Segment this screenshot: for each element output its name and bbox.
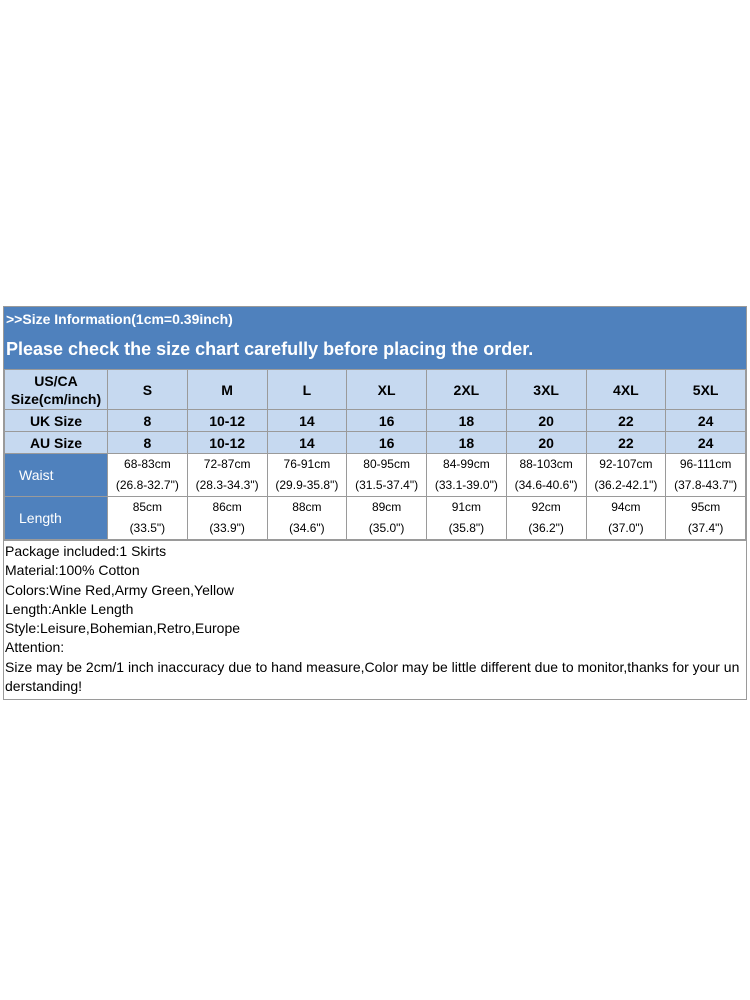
waist-inch: (28.3-34.3")	[195, 478, 259, 492]
length-row	[5, 497, 746, 540]
au-size-cell: 22	[586, 432, 666, 454]
length-cm: 86cm	[212, 500, 242, 514]
uk-size-cell: 20	[506, 410, 586, 432]
length-label: Length	[5, 497, 108, 540]
length-cm: 92cm	[531, 500, 561, 514]
length-inch: (35.0")	[368, 521, 405, 535]
waist-inch: (37.8-43.7")	[674, 478, 738, 492]
waist-cell	[347, 454, 427, 497]
waist-inch: (33.1-39.0")	[434, 478, 498, 492]
attention-line: Attention:	[5, 639, 65, 656]
colors-line: Colors:Wine Red,Army Green,Yellow	[5, 581, 235, 598]
waist-inch: (36.2-42.1")	[594, 478, 658, 492]
waist-cell	[187, 454, 267, 497]
waist-inch: (34.6-40.6")	[514, 478, 578, 492]
waist-cm: 84-99cm	[443, 457, 490, 471]
au-size-cell: 10-12	[187, 432, 267, 454]
au-size-label: AU Size	[5, 432, 108, 454]
uk-size-cell: 14	[267, 410, 347, 432]
size-header: 4XL	[586, 370, 666, 410]
length-cm: 88cm	[292, 500, 322, 514]
uk-size-cell: 24	[666, 410, 746, 432]
us-size-label	[5, 370, 108, 410]
length-inch: (33.5")	[129, 521, 166, 535]
uk-size-cell: 22	[586, 410, 666, 432]
waist-cm: 92-107cm	[599, 457, 653, 471]
size-header: M	[187, 370, 267, 410]
us-label-line2: Size(cm/inch)	[10, 390, 102, 407]
package-line: Package included:1 Skirts	[5, 543, 167, 559]
waist-cell	[666, 454, 746, 497]
au-size-row	[5, 432, 746, 454]
length-inch: (36.2")	[528, 521, 564, 535]
size-header: 5XL	[666, 370, 746, 410]
au-size-cell: 24	[666, 432, 746, 454]
uk-size-cell: 16	[347, 410, 427, 432]
product-info	[4, 540, 746, 699]
length-cm: 89cm	[371, 500, 402, 514]
length-cm: 85cm	[132, 500, 163, 514]
au-size-cell: 16	[347, 432, 427, 454]
length-cell	[666, 497, 746, 540]
waist-cm: 76-91cm	[283, 457, 331, 471]
size-info-banner	[4, 307, 746, 369]
length-cell	[347, 497, 427, 540]
au-size-cell: 14	[267, 432, 347, 454]
size-header: 3XL	[506, 370, 586, 410]
length-inch: (35.8")	[448, 521, 485, 535]
measurement-note: Size may be 2cm/1 inch inaccuracy due to hand measure,Color may be little different due to monitor,thanks for your understanding!	[5, 658, 740, 695]
size-info-title: >>Size Information(1cm=0.39inch)	[6, 311, 233, 327]
length-inch: (33.9")	[209, 521, 245, 535]
waist-cell	[506, 454, 586, 497]
waist-row	[5, 454, 746, 497]
us-size-row	[5, 370, 746, 410]
uk-size-label: UK Size	[5, 410, 108, 432]
length-cell	[267, 497, 347, 540]
us-label-line1: US/CA	[34, 372, 78, 389]
material-line: Material:100% Cotton	[5, 562, 140, 579]
size-header: L	[267, 370, 347, 410]
au-size-cell: 8	[108, 432, 188, 454]
uk-size-row	[5, 410, 746, 432]
length-inch: (37.4")	[687, 521, 724, 535]
waist-cm: 68-83cm	[124, 457, 171, 471]
waist-inch: (31.5-37.4")	[355, 478, 419, 492]
length-inch: (34.6")	[289, 521, 325, 535]
size-header: XL	[347, 370, 427, 410]
au-size-cell: 18	[427, 432, 507, 454]
uk-size-cell: 18	[427, 410, 507, 432]
length-cell	[187, 497, 267, 540]
size-chart-notice: Please check the size chart carefully before placing the order.	[6, 339, 534, 359]
length-line: Length:Ankle Length	[5, 600, 134, 617]
length-cell	[586, 497, 666, 540]
waist-cm: 88-103cm	[519, 457, 573, 471]
waist-cm: 96-111cm	[679, 457, 732, 471]
waist-cell	[267, 454, 347, 497]
waist-cell	[108, 454, 188, 497]
length-cell	[506, 497, 586, 540]
waist-inch: (29.9-35.8")	[275, 478, 339, 492]
uk-size-cell: 8	[108, 410, 188, 432]
size-table	[4, 369, 746, 540]
length-inch: (37.0")	[608, 521, 644, 535]
waist-cell	[586, 454, 666, 497]
uk-size-cell: 10-12	[187, 410, 267, 432]
length-cm: 94cm	[611, 500, 641, 514]
waist-cm: 80-95cm	[363, 457, 410, 471]
size-chart	[3, 306, 747, 700]
length-cell	[108, 497, 188, 540]
waist-inch: (26.8-32.7")	[115, 478, 179, 492]
size-header: 2XL	[427, 370, 507, 410]
waist-cell	[427, 454, 507, 497]
size-header: S	[108, 370, 188, 410]
length-cm: 91cm	[451, 500, 482, 514]
length-cell	[427, 497, 507, 540]
au-size-cell: 20	[506, 432, 586, 454]
waist-label: Waist	[5, 454, 108, 497]
waist-cm: 72-87cm	[203, 457, 251, 471]
length-cm: 95cm	[690, 500, 721, 514]
style-line: Style:Leisure,Bohemian,Retro,Europe	[5, 620, 241, 637]
